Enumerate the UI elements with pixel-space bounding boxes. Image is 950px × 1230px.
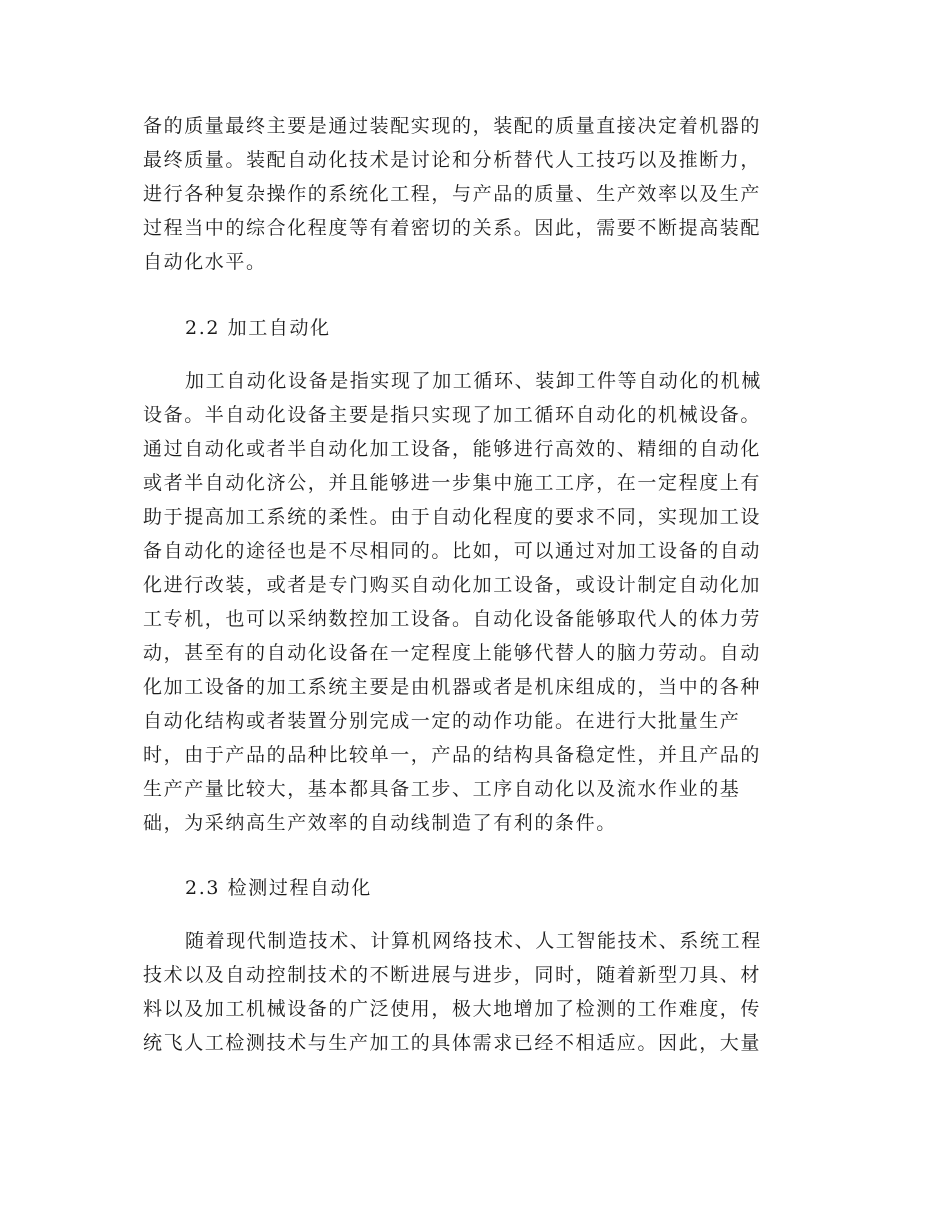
text-line: 化进行改装，或者是专门购买自动化加工设备，或设计制定自动化加 — [143, 574, 762, 596]
text-line: 进行各种复杂操作的系统化工程，与产品的质量、生产效率以及生产 — [143, 183, 762, 205]
text-line: 随着现代制造技术、计算机网络技术、人工智能技术、系统工程 — [185, 930, 762, 952]
text-line: 时，由于产品的品种比较单一，产品的结构具备稳定性，并且产品的 — [143, 744, 762, 766]
text-line: 化加工设备的加工系统主要是由机器或者是机床组成的，当中的各种 — [143, 676, 762, 698]
text-line: 或者半自动化济公，并且能够进一步集中施工工序，在一定程度上有 — [143, 472, 762, 494]
text-line: 助于提高加工系统的柔性。由于自动化程度的要求不同，实现加工设 — [143, 506, 762, 528]
text-line: 自动化结构或者装置分别完成一定的动作功能。在进行大批量生产 — [143, 710, 741, 732]
text-line: 备的质量最终主要是通过装配实现的，装配的质量直接决定着机器的 — [143, 115, 762, 137]
text-line: 通过自动化或者半自动化加工设备，能够进行高效的、精细的自动化 — [143, 438, 762, 460]
text-line: 生产产量比较大，基本都具备工步、工序自动化以及流水作业的基 — [143, 778, 741, 800]
text-line: 础，为采纳高生产效率的自动线制造了有利的条件。 — [143, 812, 617, 834]
text-line: 统飞人工检测技术与生产加工的具体需求已经不相适应。因此，大量 — [143, 1032, 762, 1054]
text-line: 工专机，也可以采纳数控加工设备。自动化设备能够取代人的体力劳 — [143, 608, 762, 630]
text-line: 备自动化的途径也是不尽相同的。比如，可以通过对加工设备的自动 — [143, 540, 762, 562]
text-line: 技术以及自动控制技术的不断进展与进步，同时，随着新型刀具、材 — [143, 964, 762, 986]
text-line: 动，甚至有的自动化设备在一定程度上能够代替人的脑力劳动。自动 — [143, 642, 762, 664]
section-heading-2-3: 2.3 检测过程自动化 — [185, 877, 372, 899]
text-line: 料以及加工机械设备的广泛使用，极大地增加了检测的工作难度，传 — [143, 998, 762, 1020]
text-line: 加工自动化设备是指实现了加工循环、装卸工件等自动化的机械 — [185, 370, 762, 392]
text-line: 过程当中的综合化程度等有着密切的关系。因此，需要不断提高装配 — [143, 217, 762, 239]
text-line: 最终质量。装配自动化技术是讨论和分析替代人工技巧以及推断力， — [143, 149, 762, 171]
section-heading-2-2: 2.2 加工自动化 — [185, 317, 331, 339]
text-line: 自动化水平。 — [143, 251, 267, 273]
text-line: 设备。半自动化设备主要是指只实现了加工循环自动化的机械设备。 — [143, 404, 762, 426]
